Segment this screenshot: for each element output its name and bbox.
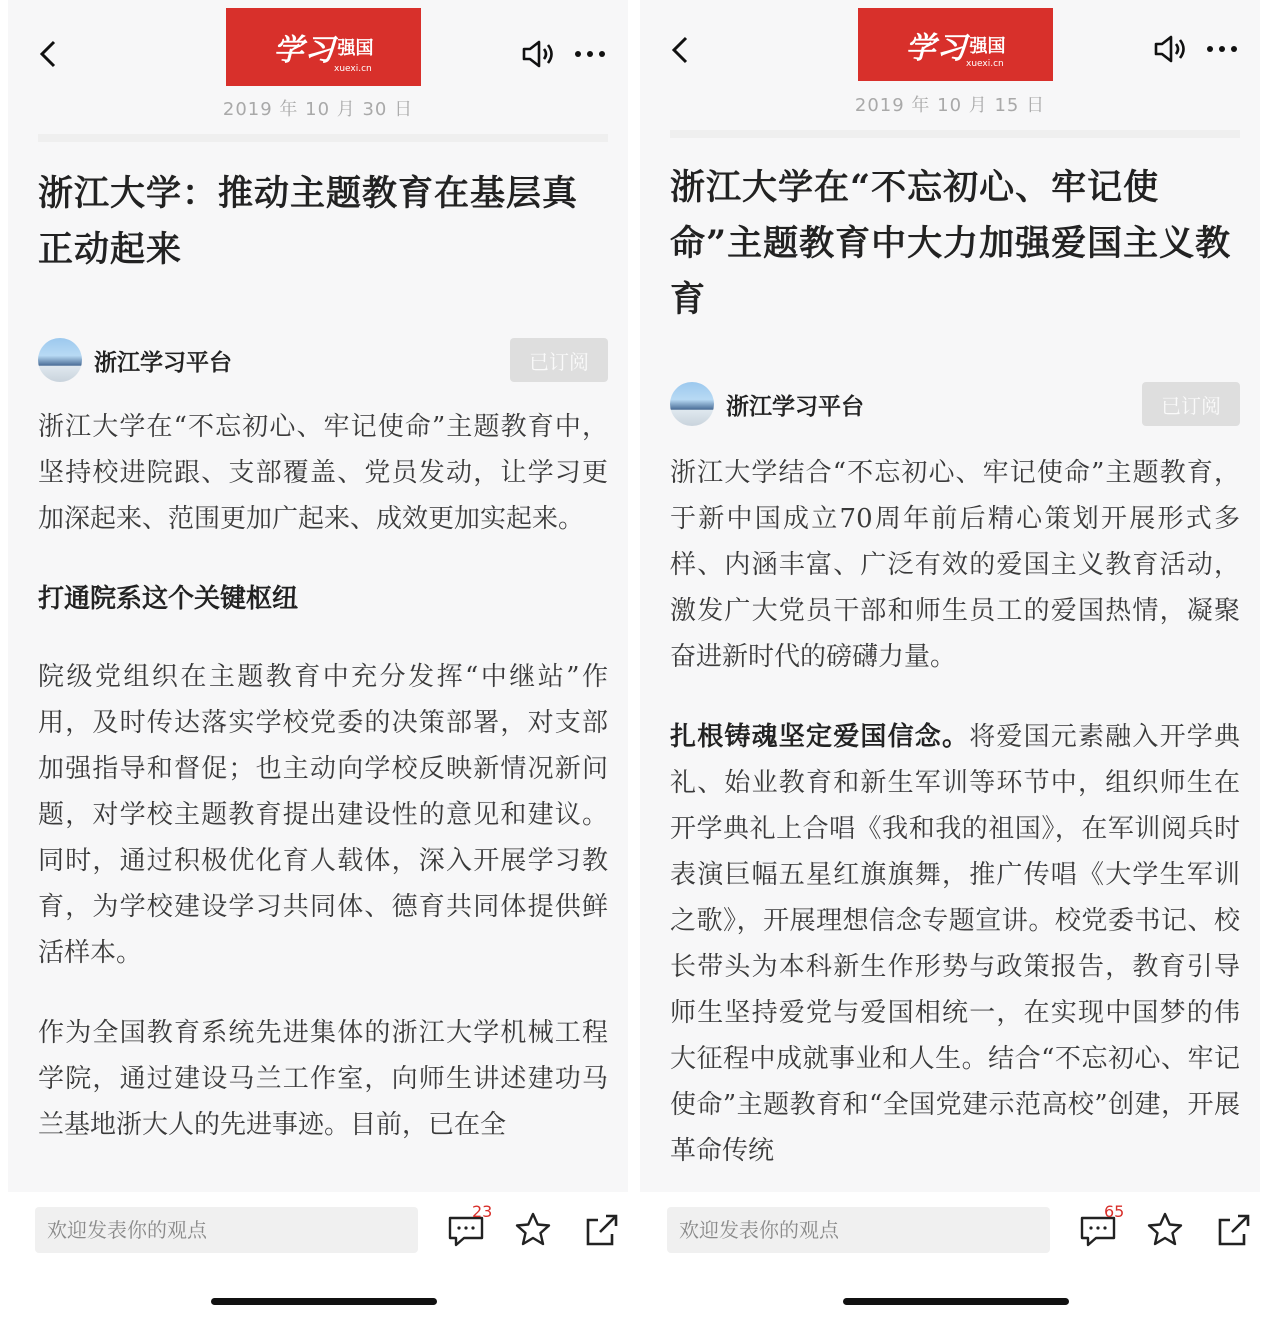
subscribe-button[interactable]: 已订阅 [1142,382,1240,426]
paragraph: 作为全国教育系统先进集体的浙江大学机械工程学院，通过建设马兰工作室，向师生讲述建功马兰基地浙大人的先进事迹。目前，已在全 [38,1018,608,1140]
paragraph: 浙江大学结合“不忘初心、牢记使命”主题教育，于新中国成立70周年前后精心策划开展形式多样、内涵丰富、广泛有效的爱国主义教育活动，激发广大党员干部和师生员工的爱国热情，凝聚奋进新时代的磅礴力量。 [670,458,1240,672]
avatar[interactable] [670,382,714,426]
speaker-icon[interactable] [520,36,558,72]
paragraph-text: 将爱国元素融入开学典礼、始业教育和新生军训等环节中，组织师生在开学典礼上合唱《我和我的祖国》，在军训阅兵时表演巨幅五星红旗旗舞，推广传唱《大学生军训之歌》，开展理想信念专题宣讲。校党委书记、校长带头为本科新生作形势与政策报告，教育引导师生坚持爱党与爱国相统一，在实现中国梦的伟大征程中成就事业和人生。结合“不忘初心、牢记使命”主题教育和“全国党建示范高校”创建，开展革命传统 [670,722,1240,1166]
article-title: 浙江大学在“不忘初心、牢记使命”主题教育中大力加强爱国主义教育 [670,167,1232,320]
comment-input[interactable]: 欢迎发表你的观点 [667,1207,1050,1253]
back-icon[interactable] [662,30,702,70]
xuexi-logo: 学习 强国 xuexi.cn [226,8,421,86]
article-screen-left [8,0,628,1327]
article-body [670,160,1240,1191]
share-icon[interactable] [1214,1210,1254,1250]
comment-input[interactable]: 欢迎发表你的观点 [35,1207,418,1253]
back-icon[interactable] [30,34,70,74]
more-icon[interactable] [1202,31,1242,67]
section-heading: 打通院系这个关键枢纽 [38,584,299,614]
star-icon[interactable] [513,1210,553,1250]
article-body [38,166,608,1191]
article-title: 浙江大学：推动主题教育在基层真正动起来 [38,173,579,270]
divider [38,134,608,142]
author-name[interactable]: 浙江学习平台 [94,349,232,376]
subscribe-button[interactable]: 已订阅 [510,338,608,382]
comment-count: 23 [472,1202,493,1221]
star-icon[interactable] [1145,1210,1185,1250]
speaker-icon[interactable] [1152,31,1190,67]
paragraph-lead: 扎根铸魂坚定爱国信念。 [670,722,970,752]
author-row [670,382,1240,426]
bottom-bar [640,1192,1260,1327]
divider [670,130,1240,138]
paragraph [670,714,1240,1174]
share-icon[interactable] [582,1210,622,1250]
home-indicator [843,1298,1069,1305]
publish-date: 2019 年 10 月 15 日 [854,95,1046,116]
publish-date: 2019 年 10 月 30 日 [222,99,414,120]
paragraph: 浙江大学在“不忘初心、牢记使命”主题教育中，坚持校进院跟、支部覆盖、党员发动，让学习更加深起来、范围更加广起来、成效更加实起来。 [38,412,608,534]
author-name[interactable]: 浙江学习平台 [726,393,864,420]
bottom-bar [8,1192,628,1327]
more-icon[interactable] [570,36,610,72]
article-screen-right [640,0,1260,1327]
comment-count: 65 [1104,1202,1125,1221]
paragraph: 院级党组织在主题教育中充分发挥“中继站”作用，及时传达落实学校党委的决策部署，对支部加强指导和督促；也主动向学校反映新情况新问题，对学校主题教育提出建设性的意见和建议。同时，通过积极优化育人载体，深入开展学习教育，为学校建设学习共同体、德育共同体提供鲜活样本。 [38,662,608,968]
author-row [38,338,608,382]
avatar[interactable] [38,338,82,382]
home-indicator [211,1298,437,1305]
xuexi-logo: 学习 强国 xuexi.cn [858,8,1053,81]
